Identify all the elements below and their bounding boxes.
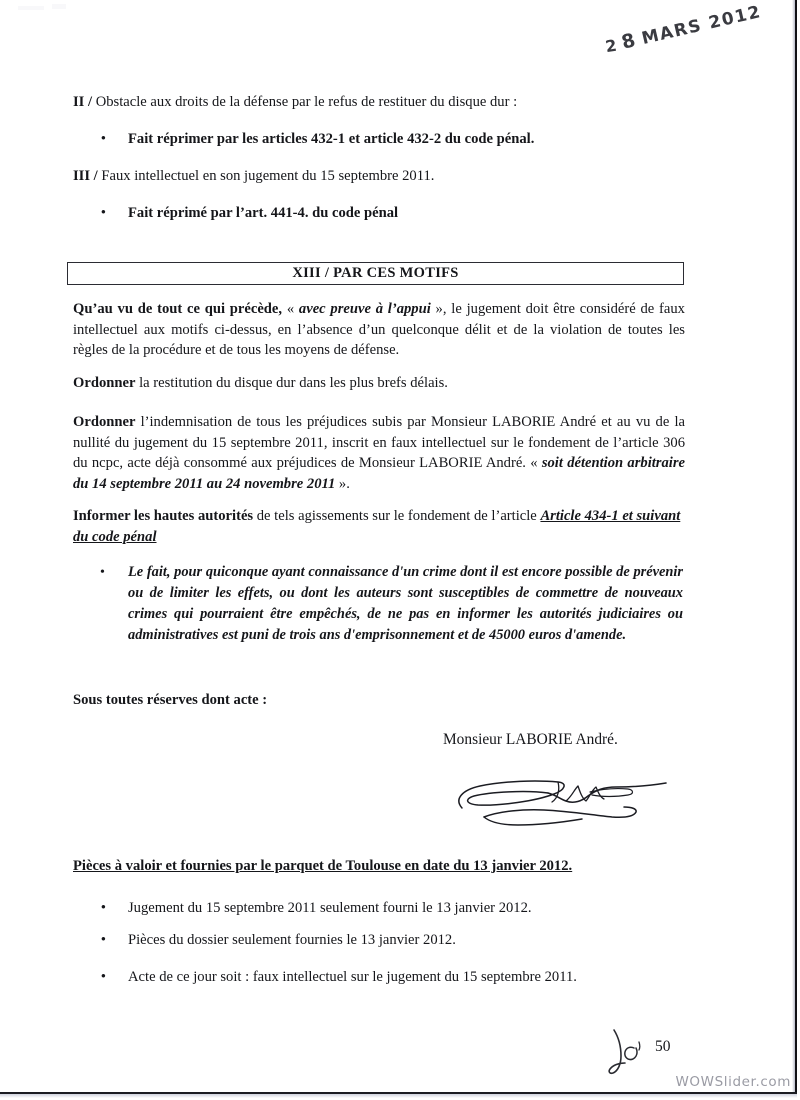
section-iii-text: Faux intellectuel en son jugement du 15 septembre 2011. [97, 168, 435, 184]
motifs-p1-lead: Qu’au vu de tout ce qui précède, [73, 301, 283, 317]
pieces-item-text: Jugement du 15 septembre 2011 seulement fourni le 13 janvier 2012. [128, 900, 532, 916]
section-iii-label [73, 166, 685, 187]
date-stamp-day: 8 [618, 28, 639, 54]
article-434-1-reference: Article 434-1 et suivant du code pénal [73, 508, 681, 545]
handwritten-initial [606, 1026, 650, 1078]
motifs-paragraph-4 [73, 506, 685, 547]
bullet-icon: • [100, 932, 106, 948]
date-stamp-month-year: MARS 2012 [639, 2, 764, 50]
quote-close: », [430, 301, 452, 317]
motifs-p1-tail: le jugement doit être considéré de faux intellectuel aux motifs ci-dessus, en l’absence d’un quelconque délit et de la violation de toutes les règles de la procédure et de tous les moyens de défense. [73, 301, 685, 358]
pieces-list-item [73, 898, 685, 919]
bullet-icon: • [100, 205, 106, 221]
section-ii-label [73, 92, 685, 113]
motifs-p3-tail: l’indemnisation de tous les préjudices subis par Monsieur LABORIE André et au vu de la nullité du jugement du 15 septembre 2011, inscrit en faux intellectuel sur le fondement de l’article 306 du ncpc, acte déjà consommé aux préjudices de Monsieur LABORIE André. [73, 414, 685, 471]
motifs-paragraph-2 [73, 373, 685, 394]
scan-artifact [18, 6, 44, 10]
par-ces-motifs-header-box [67, 262, 684, 285]
reserves-line [73, 690, 685, 711]
pieces-list-item [73, 967, 685, 988]
article-434-1-quotation-text: Le fait, pour quiconque ayant connaissance d'un crime dont il est encore possible de prévenir ou de limiter les effets, ou dont les auteurs sont susceptibles de commettre de nouveaux crimes qui pourraient être empêchés, de ne pas en informer les autorités judiciaires ou administratives est puni de trois ans d'emprisonnement et de 45000 euros d'amende. [128, 564, 683, 643]
page-edge-right [795, 0, 797, 1092]
date-stamp-day-prefix: 2 [604, 35, 620, 57]
pieces-item-text: Acte de ce jour soit : faux intellectuel sur le jugement du 15 septembre 2011. [128, 969, 577, 985]
watermark: WOWSlider.com [675, 1074, 791, 1090]
motifs-p2-lead: Ordonner [73, 375, 136, 391]
section-ii-bullet [73, 129, 685, 150]
page-edge-bottom [0, 1092, 797, 1094]
motifs-paragraph-3 [73, 412, 685, 494]
section-iii-prefix: III / [73, 168, 98, 184]
quote-open: « [530, 455, 542, 471]
pieces-list-item [73, 930, 685, 951]
motifs-p3-quoted: soit détention arbitraire du 14 septembre 2011 au 24 novembre 2011 [73, 455, 685, 492]
pieces-item-text: Pièces du dossier seulement fournies le 13 janvier 2012. [128, 932, 456, 948]
section-iii-bullet [73, 203, 685, 224]
bullet-icon: • [100, 969, 106, 985]
reserves-text: Sous toutes réserves dont acte : [73, 692, 268, 708]
motifs-p1-quoted: avec preuve à l’appui [298, 301, 431, 317]
motifs-p2-tail: la restitution du disque dur dans les plus brefs délais. [135, 375, 448, 391]
bullet-icon: • [100, 131, 106, 147]
quote-open: « [282, 301, 299, 317]
section-ii-text: Obstacle aux droits de la défense par le refus de restituer du disque dur : [92, 94, 518, 110]
pieces-heading: Pièces à valoir et fournies par le parquet de Toulouse en date du 13 janvier 2012. [73, 858, 573, 874]
scan-artifact [52, 4, 66, 9]
motifs-p4-mid: de tels agissements sur le fondement de l’article [253, 508, 541, 524]
date-stamp [603, 0, 763, 57]
page-number: 50 [655, 1038, 671, 1055]
section-ii-prefix: II / [73, 94, 93, 110]
section-ii-bullet-text: Fait réprimer par les articles 432-1 et article 432-2 du code pénal. [128, 131, 535, 147]
quote-close: ». [335, 475, 350, 492]
page-edge-shadow-bottom [0, 1094, 797, 1098]
bullet-icon: • [100, 900, 106, 916]
article-434-1-quotation [100, 562, 683, 646]
motifs-paragraph-1 [73, 299, 685, 361]
signature-name: Monsieur LABORIE André. [443, 731, 618, 748]
par-ces-motifs-title: XIII / PAR CES MOTIFS [292, 265, 459, 281]
bullet-icon: • [100, 565, 105, 580]
motifs-p4-lead: Informer les hautes autorités [73, 508, 254, 524]
handwritten-signature [440, 768, 688, 838]
section-iii-bullet-text: Fait réprimé par l’art. 441-4. du code pénal [128, 205, 399, 221]
motifs-p3-lead: Ordonner [73, 414, 136, 430]
